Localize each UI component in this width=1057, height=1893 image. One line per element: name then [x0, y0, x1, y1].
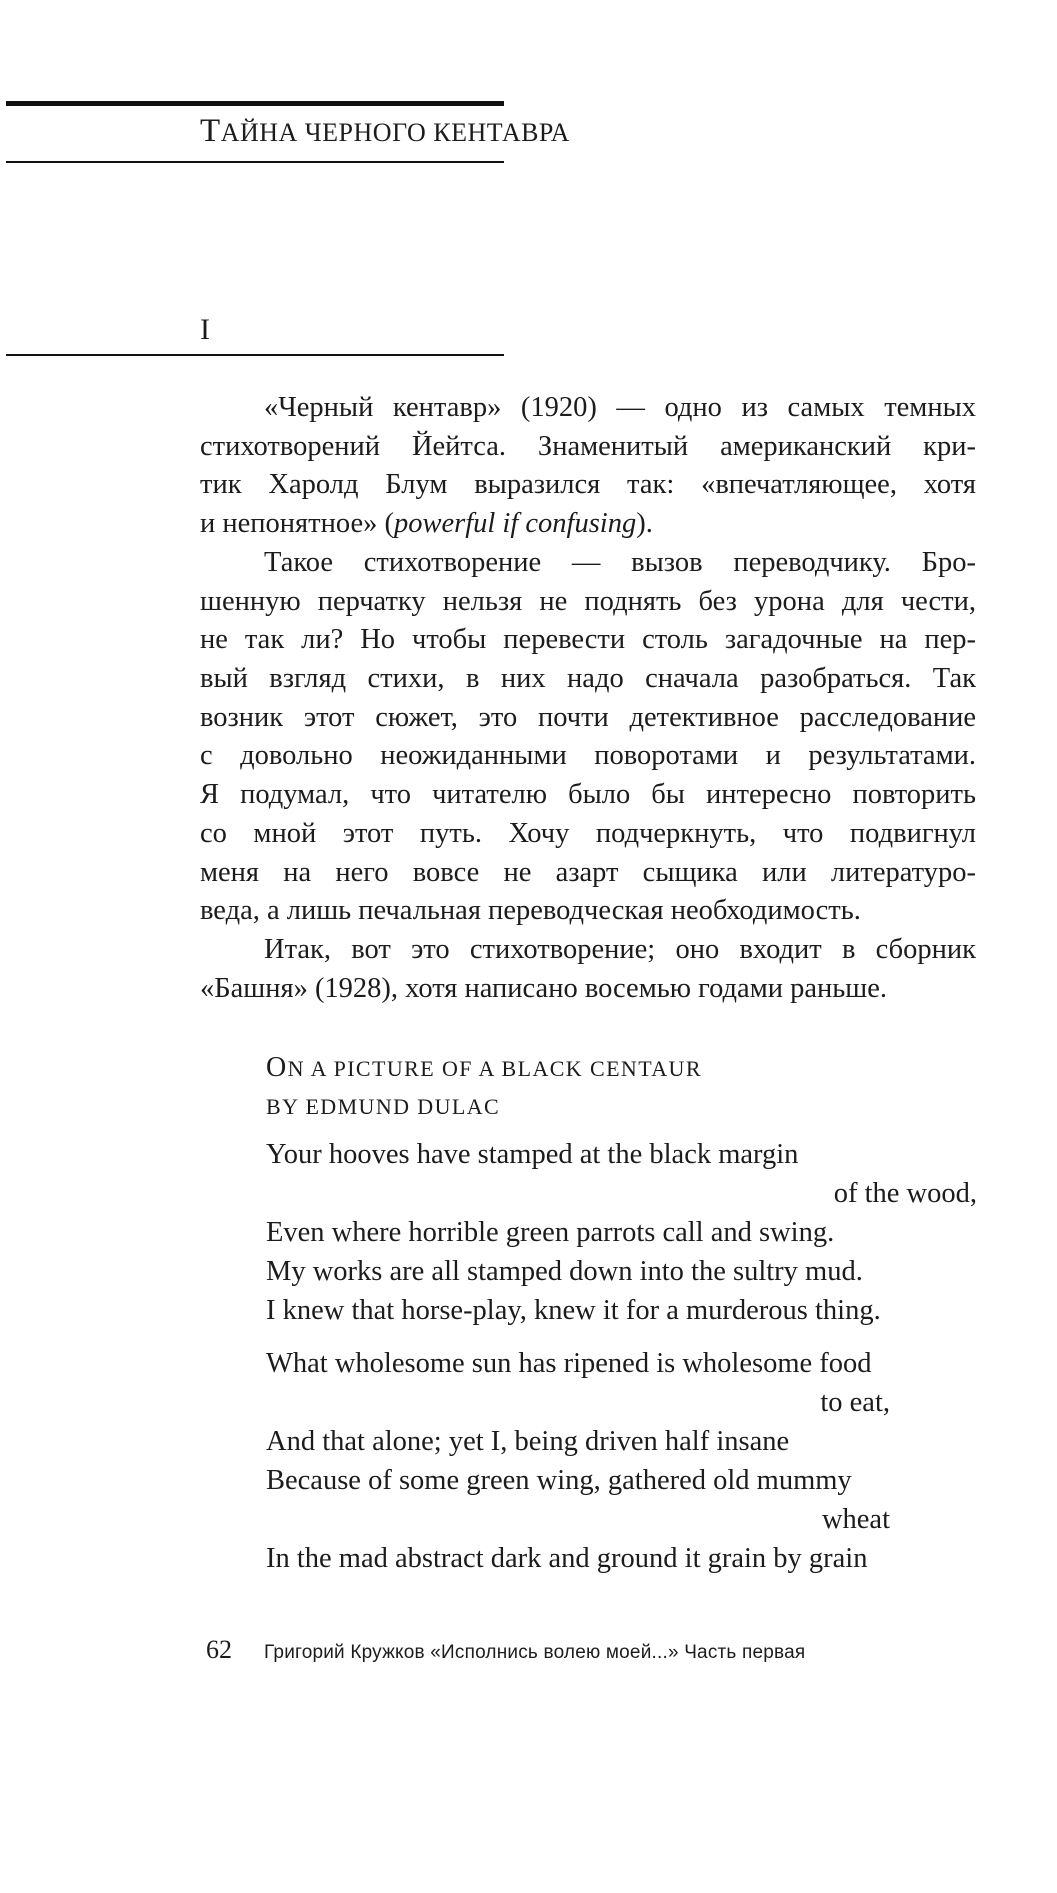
text-line: веда, а лишь печальная переводческая необходимость. [200, 895, 861, 927]
verse-line: My works are all stamped down into the sultry mud. [266, 1256, 863, 1287]
verse-line: Even where horrible green parrots call and swing. [266, 1217, 835, 1248]
text-run: ). [636, 508, 653, 540]
verse-line-continuation: to eat, [820, 1387, 890, 1418]
text-line-with-italic [200, 505, 976, 544]
text-line: возник этот сюжет, это почти детективное расследование [200, 701, 976, 733]
text-run: и непонятное» ( [200, 508, 394, 540]
verse-line: Because of some green wing, gathered old mummy [266, 1465, 852, 1496]
verse-line: And that alone; yet I, being driven half insane [266, 1426, 790, 1457]
verse-line-continuation: wheat [821, 1504, 890, 1535]
text-line: «Черный кентавр» (1920) — одно из самых темных [264, 392, 976, 423]
text-line: стихотворений Йейтса. Знаменитый американский кри- [200, 430, 976, 462]
verse-line: In the mad abstract dark and ground it grain by grain [266, 1543, 868, 1574]
text-line: с довольно неожиданными поворотами и результатами. [200, 740, 976, 772]
section-number: I [200, 313, 210, 346]
page-footer [206, 1635, 805, 1665]
section-rule [6, 354, 504, 356]
italic-quote: powerful if confusing [393, 508, 637, 540]
chapter-title-rest: АЙНА ЧЕРНОГО КЕНТАВРА [220, 118, 570, 147]
text-line: шенную перчатку нельзя не поднять без урона для чести, [200, 585, 976, 617]
text-line: Итак, вот это стихотворение; оно входит в сборник [264, 934, 976, 965]
text-line: Такое стихотворение — вызов переводчику. Бро- [264, 547, 976, 578]
text-line: «Башня» (1928), хотя написано восемью годами раньше. [200, 972, 887, 1004]
text-line: со мной этот путь. Хочу подчеркнуть, что подвигнул [200, 817, 976, 849]
poem-title-line-1 [266, 1052, 702, 1084]
poem-title-initial: O [266, 1052, 288, 1083]
paragraph-1 [200, 389, 976, 544]
chapter-title-initial: Т [200, 113, 221, 149]
page-number: 62 [206, 1635, 232, 1664]
running-head: Григорий Кружков «Исполнись волею моей...» Часть первая [264, 1642, 806, 1663]
paragraph-3 [200, 931, 976, 1008]
header-rule-bottom [6, 161, 504, 163]
poem-title-rest: N A PICTURE OF A BLACK CENTAUR [287, 1056, 702, 1081]
chapter-title [200, 113, 570, 150]
verse-line: I knew that horse-play, knew it for a murderous thing. [266, 1295, 881, 1326]
verse-line-continuation: of the wood, [833, 1178, 977, 1209]
verse-line: Your hooves have stamped at the black margin [266, 1139, 799, 1170]
verse-line: What wholesome sun has ripened is wholesome food [266, 1348, 872, 1379]
text-line: меня на него вовсе не азарт сыщика или литературо- [200, 856, 976, 888]
text-line: тик Харолд Блум выразился так: «впечатляющее, хотя [200, 469, 976, 501]
poem-title-line-2: BY EDMUND DULAC [266, 1094, 501, 1119]
text-line: не так ли? Но чтобы перевести столь загадочные на пер- [200, 624, 976, 656]
paragraph-2 [200, 544, 976, 931]
text-line: Я подумал, что читателю было бы интересно повторить [200, 779, 976, 811]
header-rule-top [6, 101, 504, 106]
text-line: вый взгляд стихи, в них надо сначала разобраться. Так [200, 663, 976, 695]
